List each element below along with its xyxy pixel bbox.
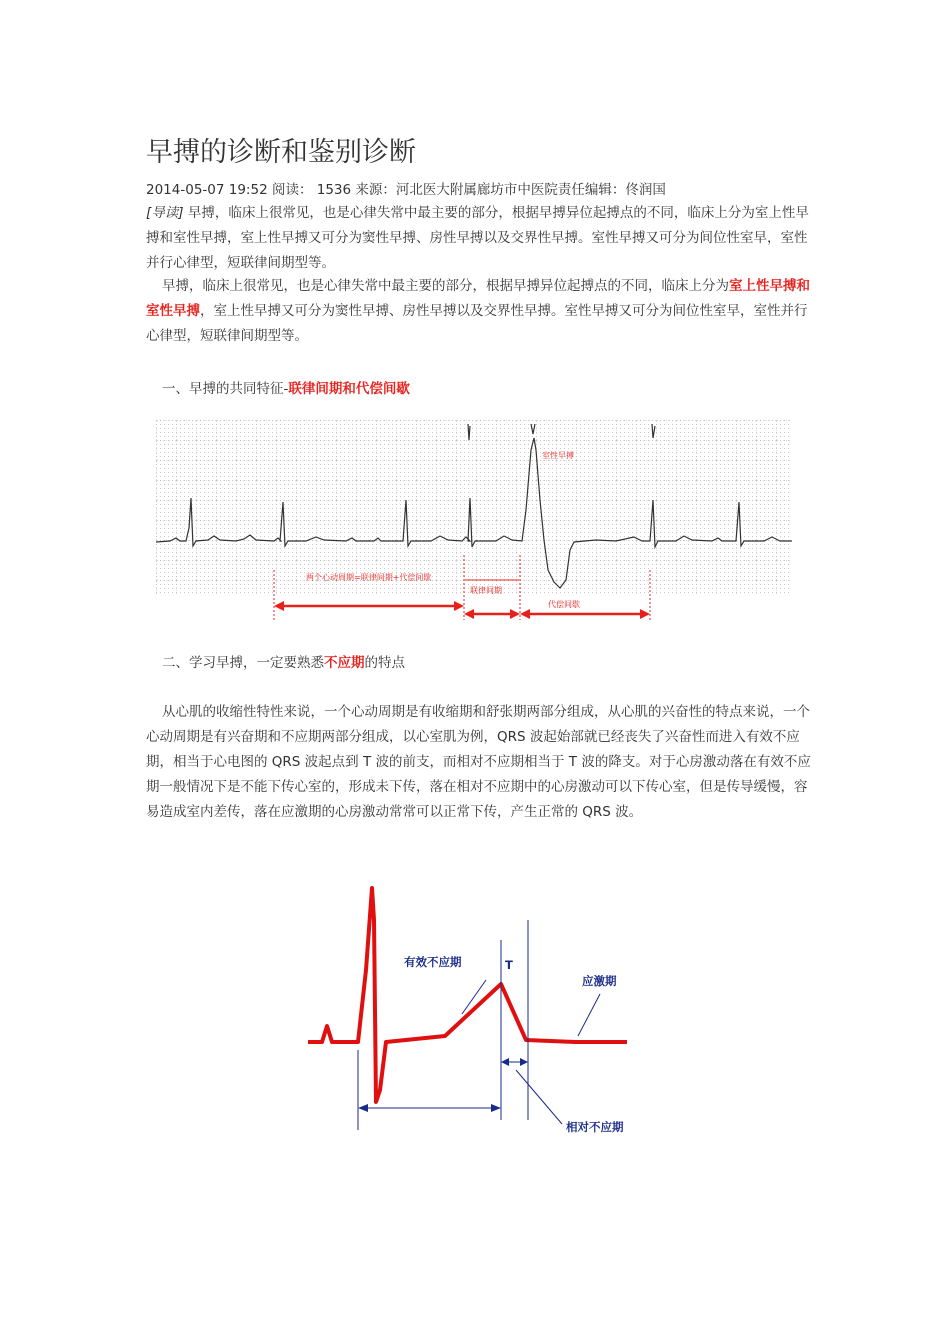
relative-arrow-right-head [520, 1058, 528, 1066]
refractory-wave [308, 888, 627, 1102]
two-cycles-arrow-right-head [454, 601, 464, 611]
lead-text: 早搏，临床上很常见，也是心律失常中最主要的部分，根据早搏异位起搏点的不同，临床上分为室上性早搏和室性早搏，室上性早搏又可分为窦性早搏、房性早搏以及交界性早搏。室性早搏又可分为间位性室早，室性并行心律型，短联律间期型等。 [146, 205, 809, 271]
section-2-suffix: 的特点 [364, 655, 405, 671]
label-effective-refractory: 有效不应期 [404, 955, 462, 969]
refractory-period-figure [300, 880, 640, 1160]
label-t-wave: T [505, 958, 513, 972]
excitable-pointer-line [578, 994, 600, 1036]
article-meta: 2014-05-07 19:52 阅读： 1536 来源：河北医大附属廊坊市中医院责任编辑：佟润国 [146, 182, 666, 198]
article-title: 早搏的诊断和鉴别诊断 [146, 137, 416, 168]
two-cycles-arrow-left-head [274, 601, 284, 611]
intro-paragraph [146, 274, 812, 349]
section-2-highlight: 不应期 [324, 655, 365, 671]
label-coupling: 联律间期 [470, 586, 502, 595]
coupling-arrow-right-head [510, 609, 520, 619]
effective-arrow-right-head [491, 1104, 501, 1112]
intro-highlight: 室上性早搏和室性早搏 [146, 278, 810, 319]
section-2-prefix: 二、学习早搏，一定要熟悉 [162, 655, 324, 671]
ecg-premature-beat-figure [156, 420, 792, 624]
compensatory-arrow-left-head [520, 609, 530, 619]
section-1-prefix: 一、早搏的共同特征- [162, 381, 289, 397]
label-compensatory: 代偿间歇 [548, 600, 580, 609]
compensatory-arrow-right-head [640, 609, 650, 619]
label-relative-refractory: 相对不应期 [566, 1120, 624, 1134]
coupling-arrow-left-head [464, 609, 474, 619]
relative-pointer-line [516, 1070, 562, 1124]
effective-arrow-left-head [358, 1104, 368, 1112]
section-heading-2 [162, 651, 405, 671]
lead-tag: [导读] [146, 205, 184, 221]
refractory-paragraph: 从心肌的收缩性特性来说，一个心动周期是有收缩期和舒张期两部分组成，从心肌的兴奋性的特点来说，一个心动周期是有兴奋期和不应期两部分组成，以心室肌为例，QRS 波起始部就已经丧失了兴奋性而进入有效不应期，相当于心电图的 QRS 波起点到 T 波的前支，而相对不应期相当于 T 波的降支。对于心房激动落在有效不应期一般情况下是不能下传心室的，形成未下传，落在相对不应期中的心房激动可以下传心室，但是传导缓慢，容易造成室内差传，落在应激期的心房激动常常可以正常下传，产生正常的 QRS 波。 [146, 704, 811, 820]
label-pvc: 室性早搏 [542, 451, 574, 460]
section-heading-1 [162, 377, 410, 397]
ecg-grid-coarse [156, 420, 792, 594]
section-1-highlight: 联律间期和代偿间歇 [288, 381, 410, 397]
intro-text-after: ，室上性早搏又可分为窦性早搏、房性早搏以及交界性早搏。室性早搏又可分为间位性室早，室性并行心律型，短联律间期型等。 [146, 303, 808, 344]
label-excitable-period: 应激期 [582, 974, 617, 988]
label-two-cycles: 两个心动周期=联律间期+代偿间歇 [306, 573, 432, 582]
relative-arrow-left-head [501, 1058, 509, 1066]
lead-paragraph [146, 201, 812, 276]
intro-text-before: 早搏，临床上很常见，也是心律失常中最主要的部分，根据早搏异位起搏点的不同，临床上分为 [162, 278, 729, 294]
